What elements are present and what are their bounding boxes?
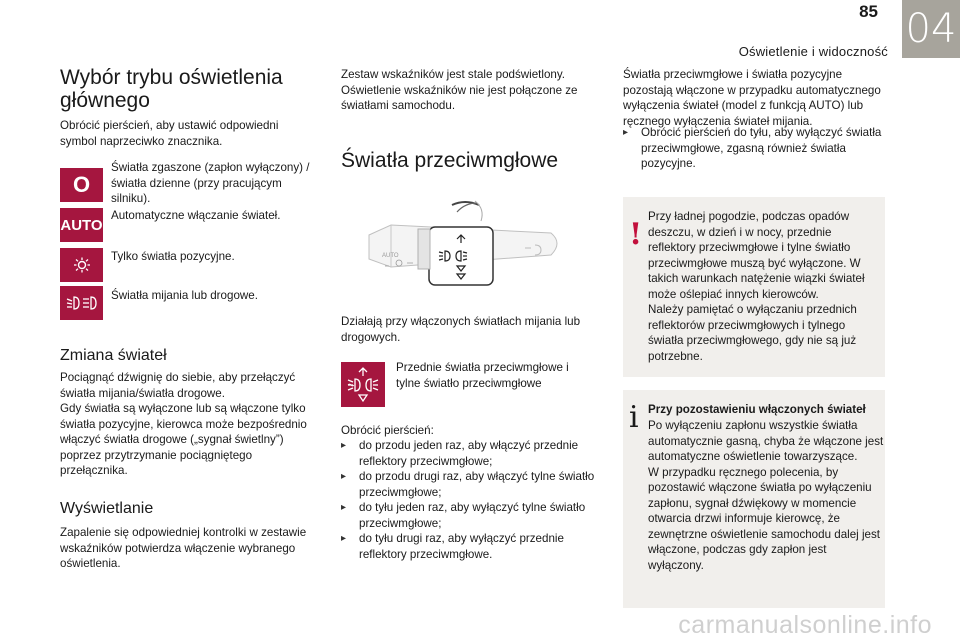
auto-lights-icon: AUTO xyxy=(60,208,103,242)
main-lighting-intro: Obrócić pierścień, aby ustawić odpowiedni symbol naprzeciwko znacznika. xyxy=(60,119,279,148)
mode-text-position: Tylko światła pozycyjne. xyxy=(111,250,235,263)
lighting-stalk-illustration xyxy=(355,193,570,293)
mode-text-beams: Światła mijania lub drogowe. xyxy=(111,289,258,302)
mode-text-off: Światła zgaszone (zapłon wyłączony) / światła dzienne (przy pracującym silniku). xyxy=(111,161,310,205)
list-item: ▸ Obrócić pierścień do tyłu, aby wyłączyć światła przeciwmgłowe, zgasną również światła pozycyjne. xyxy=(623,125,883,172)
chapter-title: Oświetlenie i widoczność xyxy=(738,44,888,59)
fog-lights-icon xyxy=(341,362,385,407)
list-item: ▸ do przodu jeden raz, aby włączyć przednie reflektory przeciwmgłowe; xyxy=(341,438,601,469)
fog-icon-text: Przednie światła przeciwmgłowe i tylne światło przeciwmgłowe xyxy=(396,361,569,390)
change-text: Pociągnąć dźwignię do siebie, aby przełączyć światła mijania/światła drogowe. Gdy światła są wyłączone lub są włączone tylko światła pozycyjne, kierowca może bezpośrednio włączyć światła drogowe („sygnał świetlny”) poprzez przytrzymanie pociągniętego przełącznika. xyxy=(60,371,307,477)
info-icon: i xyxy=(629,400,639,435)
page-number: 85 xyxy=(859,2,878,21)
list-item: ▸ do tyłu jeden raz, aby wyłączyć tylne światło przeciwmgłowe; xyxy=(341,500,601,531)
svg-text:AUTO: AUTO xyxy=(382,253,399,259)
section-title-fog: Światła przeciwmgłowe xyxy=(341,149,559,172)
dipped-main-beam-icon xyxy=(60,286,103,320)
warning-note xyxy=(623,197,885,377)
ring-steps-list xyxy=(341,438,601,562)
info-text: Po wyłączeniu zapłonu wszystkie światła automatycznie gasną, chyba że włączone jest automatyczne oświetlenie towarzyszące. W przypadku ręcznego polecenia, by pozostawić włączone światła po wyłączeniu zapłonu, sygnał dźwiękowy w momencie otwarcia drzwi informuje kierowcę, że zewnętrzne oświetlenie samochodu dalej jest włączone, podczas gdy zapłon jest wyłączony. xyxy=(648,419,884,572)
warning-icon: ! xyxy=(629,217,643,252)
fog-off-list xyxy=(623,125,883,172)
position-lights-icon xyxy=(60,248,103,282)
fog-position-intro: Światła przeciwmgłowe i światła pozycyjne pozostają włączone w przypadku automatycznego wyłączenia świateł (model z funkcją AUTO) lub ręcznego wyłączenia świateł mijania. xyxy=(623,68,881,128)
lights-off-icon: O xyxy=(60,168,103,202)
section-title-main-lighting: Wybór trybu oświetlenia głównego xyxy=(60,66,283,112)
section-title-display: Wyświetlanie xyxy=(60,500,154,517)
fog-intro: Działają przy włączonych światłach mijania lub drogowych. xyxy=(341,315,581,344)
display-text: Zapalenie się odpowiedniej kontrolki w zestawie wskaźników potwierdza włączenie wybranego oświetlenia. xyxy=(60,526,307,570)
watermark: carmanualsonline.info xyxy=(678,611,932,639)
mode-text-auto: Automatyczne włączanie świateł. xyxy=(111,209,281,222)
info-title: Przy pozostawieniu włączonych świateł xyxy=(648,403,866,416)
chapter-tab: 04 xyxy=(902,0,960,58)
ring-title: Obrócić pierścień: xyxy=(341,424,434,437)
section-title-change: Zmiana świateł xyxy=(60,347,167,364)
warning-text: Przy ładnej pogodzie, podczas opadów deszczu, w dzień i w nocy, przednie reflektory przeciwmgłowe i tylne światło przeciwmgłowe muszą być wyłączone. W takich warunkach natężenie wiązki świateł może oślepiać innych kierowców. Należy pamiętać o wyłączaniu przednich reflektorów przeciwmgłowych i tylnego światła przeciwmgłowego, gdy nie są już potrzebne. xyxy=(648,210,865,363)
indicators-intro: Zestaw wskaźników jest stale podświetlony. Oświetlenie wskaźników nie jest połączone ze światłami samochodu. xyxy=(341,68,578,112)
list-item: ▸ do przodu drugi raz, aby włączyć tylne światło przeciwmgłowe; xyxy=(341,469,601,500)
info-note xyxy=(623,390,885,608)
list-item: ▸ do tyłu drugi raz, aby wyłączyć przednie reflektory przeciwmgłowe. xyxy=(341,531,601,562)
